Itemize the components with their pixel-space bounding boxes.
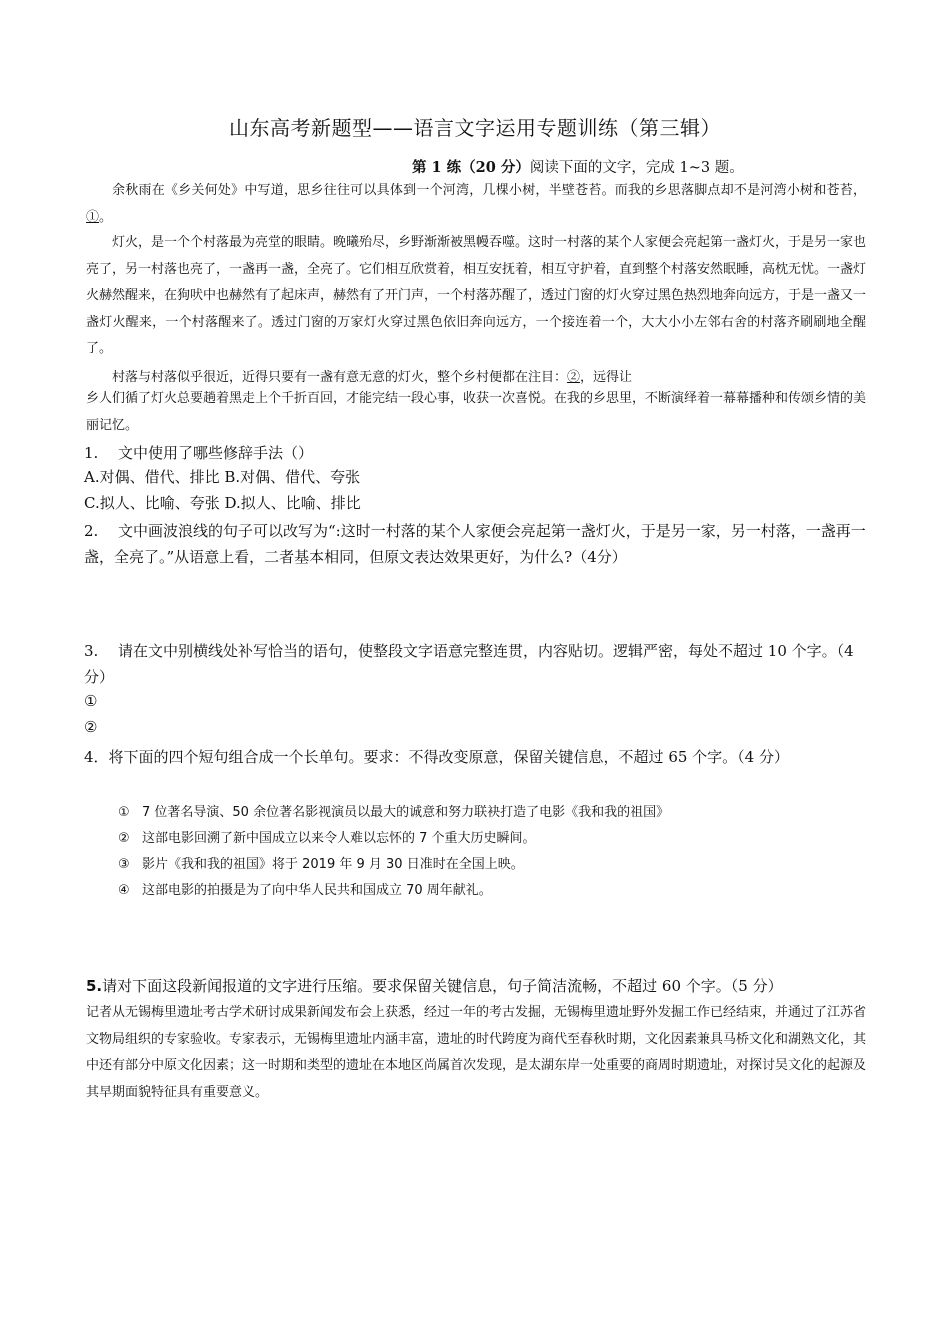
item-2-text: 这部电影回溯了新中国成立以来令人难以忘怀的 7 个重大历史瞬间。 bbox=[142, 831, 536, 846]
passage-p1-text: 余秋雨在《乡关何处》中写道，思乡往往可以具体到一个河湾，几棵小树，半壁苍苔。而我的乡思落脚点却不是河湾小树和苍苔， bbox=[112, 183, 866, 198]
passage-paragraph-3-rest bbox=[86, 386, 866, 439]
passage-paragraph-1 bbox=[86, 178, 866, 231]
document-title: 山东高考新题型——语言文字运用专题训练（第三辑） bbox=[229, 116, 721, 140]
question-5-news-passage: 记者从无锡梅里遗址考古学术研讨成果新闻发布会上获悉，经过一年的考古发掘，无锡梅里遗址野外发掘工作已经结束，并通过了江苏省文物局组织的专家验收。专家表示，无锡梅里遗址内涵丰富，遗址的时代跨度为商代至春秋时期，文化因素兼具马桥文化和湖熟文化，其中还有部分中原文化因素；这一时期和类型的遗址在本地区尚属首次发现，是太湖东岸一处重要的商周时期遗址，对探讨吴文化的起源及其早期面貌特征具有重要意义。 bbox=[86, 1005, 867, 1100]
question-4-item-1 bbox=[118, 801, 669, 820]
passage-p1-end: 。 bbox=[99, 209, 113, 225]
question-1-text: 文中使用了哪些修辞手法（） bbox=[118, 444, 314, 462]
item-3-marker: ③ bbox=[118, 857, 130, 872]
item-4-marker: ④ bbox=[118, 883, 130, 898]
question-4: 4．将下面的四个短句组合成一个长单句。要求：不得改变原意，保留关键信息，不超过 65 个字。（4 分） bbox=[84, 748, 789, 766]
blank-1: ① bbox=[86, 209, 100, 225]
question-1-number: 1. bbox=[84, 444, 99, 462]
question-5 bbox=[86, 975, 783, 996]
item-2-marker: ② bbox=[118, 831, 130, 846]
passage-p2-text: 灯火，是一个个村落最为亮堂的眼睛。晚曦殆尽，乡野渐渐被黑幔吞噬。这时一村落的某个人家便会亮起第一盏灯火，于是另一家也亮了，另一村落也亮了，一盏再一盏，全亮了。它们相互欣赏着，相互安抚着，相互守护着，直到整个村落安然眠睡，高枕无忧。一盏灯火赫然醒来，在狗吠中也赫然有了起床声，赫然有了开门声，一个村落苏醒了，透过门窗的灯火穿过黑色热烈地奔向远方，于是一盏又一盏灯火醒来，一个村落醒来了。透过门窗的万家灯火穿过黑色依旧奔向远方，一个接连着一个，大大小小左邻右舍的村落齐刷刷地全醒了。 bbox=[86, 235, 867, 356]
item-1-marker: ① bbox=[118, 805, 130, 820]
question-5-number: 5. bbox=[86, 977, 103, 995]
passage-p3-text-b: ，远得让 bbox=[580, 370, 633, 385]
passage-p3-text-a: 村落与村落似乎很近，近得只要有一盏有意无意的灯火，整个乡村便都在注目： bbox=[112, 370, 568, 385]
question-3-number: 3. bbox=[84, 642, 99, 660]
question-4-item-3 bbox=[118, 853, 524, 872]
section-heading bbox=[412, 156, 744, 177]
question-3 bbox=[84, 638, 870, 690]
section-heading-bold: 第 1 练（20 分） bbox=[412, 159, 530, 176]
question-2-text: 文中画波浪线的句子可以改写为“:这时一村落的某个人家便会亮起第一盏灯火，于是另一家，另一村落，一盏再一盏，全亮了。”从语意上看，二者基本相同，但原文表达效果更好，为什么?（4分） bbox=[84, 522, 866, 566]
question-4-item-2 bbox=[118, 827, 536, 846]
blank-2: ② bbox=[567, 370, 581, 385]
question-5-text: 请对下面这段新闻报道的文字进行压缩。要求保留关键信息，句子简洁流畅，不超过 60 个字。（5 分） bbox=[102, 977, 783, 995]
item-1-text: 7 位著名导演、50 余位著名影视演员以最大的诚意和努力联袂打造了电影《我和我的祖国》 bbox=[142, 805, 670, 820]
question-3-answer-1: ① bbox=[84, 692, 98, 710]
passage-paragraph-2 bbox=[86, 230, 866, 363]
item-4-text: 这部电影的拍摄是为了向中华人民共和国成立 70 周年献礼。 bbox=[142, 883, 492, 898]
question-2-number: 2. bbox=[84, 522, 99, 540]
question-1-options-cd: C.拟人、比喻、夸张 D.拟人、比喻、排比 bbox=[84, 494, 361, 512]
question-1 bbox=[84, 440, 870, 466]
passage-p3-text-c: 乡人们循了灯火总要趟着黑走上个千折百回，才能完结一段心事，收获一次喜悦。在我的乡思里，不断演绎着一幕幕播种和传颂乡情的美丽记忆。 bbox=[86, 391, 867, 433]
question-2 bbox=[84, 518, 870, 570]
item-3-text: 影片《我和我的祖国》将于 2019 年 9 月 30 日准时在全国上映。 bbox=[142, 857, 524, 872]
section-heading-instruction: 阅读下面的文字，完成 1~3 题。 bbox=[529, 160, 744, 176]
question-4-item-4 bbox=[118, 879, 492, 898]
passage-paragraph-3-line-1 bbox=[86, 366, 876, 385]
question-1-options-ab: A.对偶、借代、排比 B.对偶、借代、夸张 bbox=[84, 468, 361, 486]
question-3-text: 请在文中别横线处补写恰当的语句，使整段文字语意完整连贯，内容贴切。逻辑严密，每处不超过 10 个字。（4 分） bbox=[84, 642, 854, 686]
question-3-answer-2: ② bbox=[84, 718, 98, 736]
